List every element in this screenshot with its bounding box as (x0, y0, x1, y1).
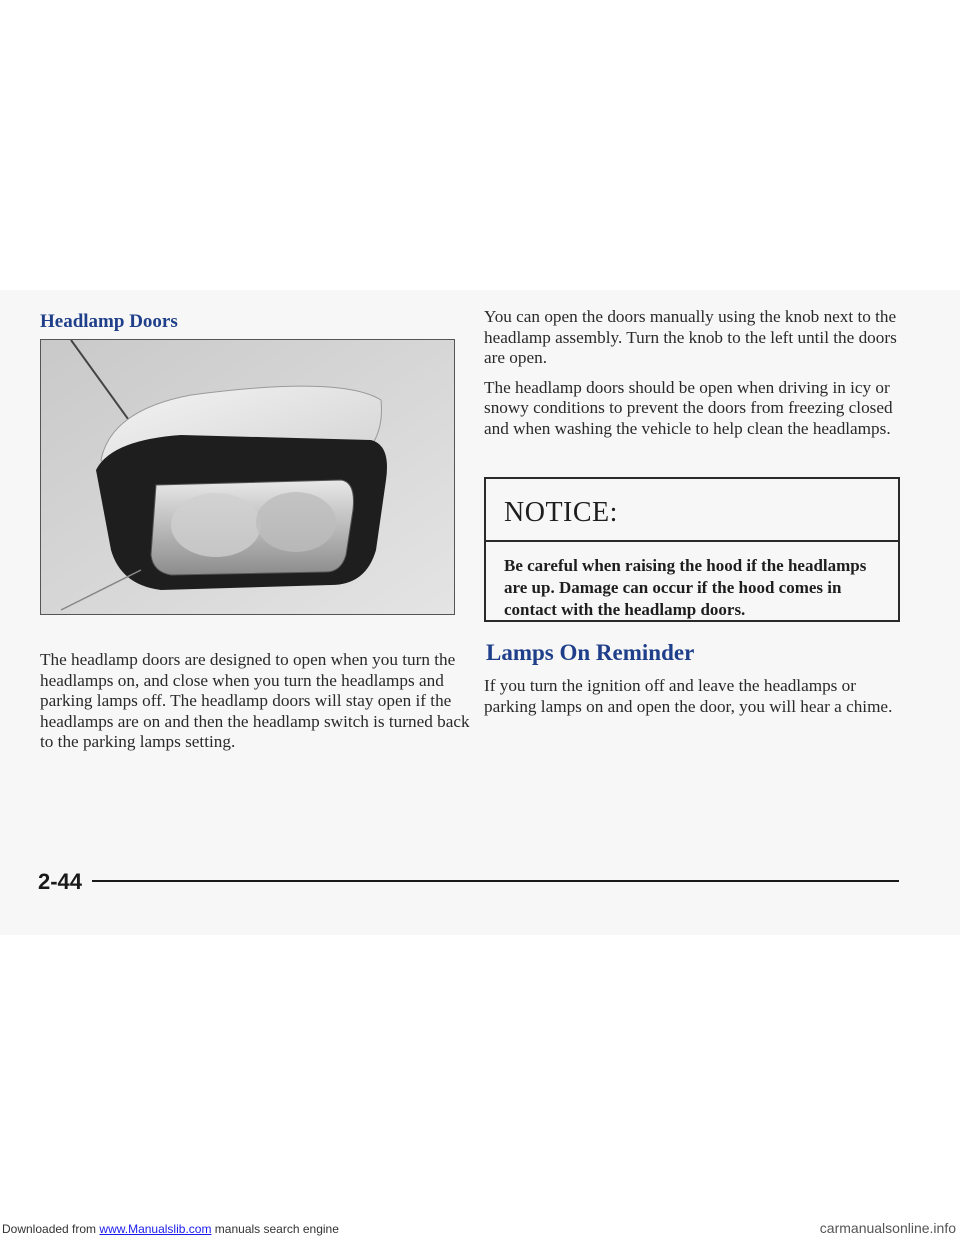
footer-suffix: manuals search engine (214, 1222, 339, 1236)
manualslib-link[interactable]: www.Manualslib.com (99, 1222, 212, 1236)
notice-body: Be careful when raising the hood if the headlamps are up. Damage can occur if the hood comes in contact with the headlamp doors. (504, 556, 867, 619)
footer-prefix: Downloaded from (2, 1222, 97, 1236)
manual-open-paragraph: You can open the doors manually using the knob next to the headlamp assembly. Turn the knob to the left until the doors are open. (484, 307, 897, 367)
notice-title: NOTICE: (504, 497, 618, 528)
headlamp-photo-icon (41, 340, 454, 614)
icy-conditions-paragraph: The headlamp doors should be open when driving in icy or snowy conditions to prevent the doors from freezing closed and when washing the vehicle to help clean the headlamps. (484, 377, 893, 438)
page-number: 2-44 (38, 869, 83, 894)
download-source-footer (2, 1222, 339, 1236)
site-watermark: carmanualsonline.info (819, 1220, 956, 1236)
headlamp-doors-paragraph: The headlamp doors are designed to open when you turn the headlamps on, and close when you turn the headlamps and parking lamps off. The headlamp doors will stay open if the headlamps are on and then the headlamp switch is turned back to the parking lamps setting. (40, 650, 470, 751)
footer-rule (92, 880, 899, 882)
page-top-margin (0, 0, 960, 290)
headlamp-doors-heading: Headlamp Doors (40, 311, 178, 332)
lamps-on-reminder-heading: Lamps On Reminder (486, 640, 695, 665)
notice-divider (486, 540, 898, 542)
page-bottom-margin (0, 935, 960, 1242)
lamps-on-reminder-paragraph: If you turn the ignition off and leave the headlamps or parking lamps on and open the door, you will hear a chime. (484, 676, 893, 716)
right-column (484, 307, 904, 439)
headlamp-door-illustration (40, 339, 455, 615)
notice-box (484, 477, 900, 622)
